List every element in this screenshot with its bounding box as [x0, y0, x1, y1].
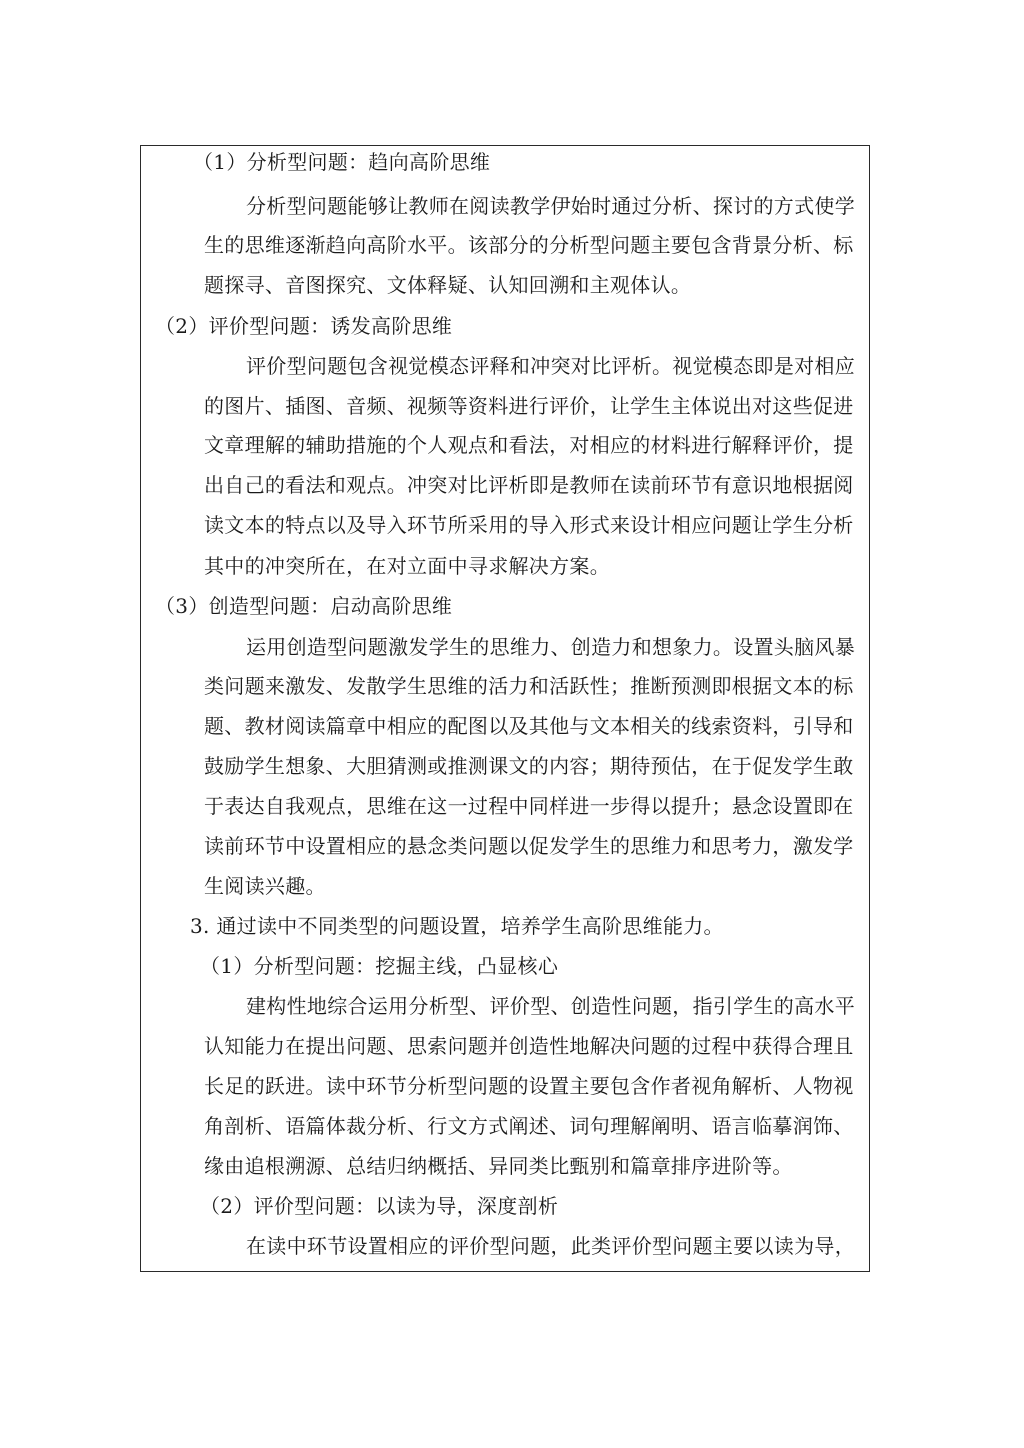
subheading-analysis-question: （1）分析型问题：趋向高阶思维 — [193, 150, 491, 174]
paragraph-line: 长足的跃进。读中环节分析型问题的设置主要包含作者视角解析、人物视 — [204, 1074, 854, 1098]
subheading-evaluation-question: （2）评价型问题：以读为导，深度剖析 — [200, 1194, 559, 1218]
paragraph-line: 建构性地综合运用分析型、评价型、创造性问题，指引学生的高水平 — [246, 994, 855, 1018]
subheading-evaluation-question: （2）评价型问题：诱发高阶思维 — [155, 314, 453, 338]
paragraph-line: 缘由追根溯源、总结归纳概括、异同类比甄别和篇章排序进阶等。 — [204, 1154, 793, 1178]
paragraph-line: 在读中环节设置相应的评价型问题，此类评价型问题主要以读为导， — [246, 1234, 855, 1258]
paragraph-line: 评价型问题包含视觉模态评释和冲突对比评析。视觉模态即是对相应 — [246, 354, 855, 378]
paragraph-line: 读文本的特点以及导入环节所采用的导入形式来设计相应问题让学生分析 — [204, 513, 854, 537]
paragraph-line: 题、教材阅读篇章中相应的配图以及其他与文本相关的线索资料，引导和 — [204, 714, 854, 738]
paragraph-line: 读前环节中设置相应的悬念类问题以促发学生的思维力和思考力，激发学 — [204, 834, 854, 858]
paragraph-line: 的图片、插图、音频、视频等资料进行评价，让学生主体说出对这些促进 — [204, 394, 854, 418]
paragraph-line: 生的思维逐渐趋向高阶水平。该部分的分析型问题主要包含背景分析、标 — [204, 233, 854, 257]
subheading-creative-question: （3）创造型问题：启动高阶思维 — [155, 594, 453, 618]
subheading-analysis-question: （1）分析型问题：挖掘主线，凸显核心 — [200, 954, 559, 978]
paragraph-line: 认知能力在提出问题、思索问题并创造性地解决问题的过程中获得合理且 — [204, 1034, 854, 1058]
paragraph-line: 分析型问题能够让教师在阅读教学伊始时通过分析、探讨的方式使学 — [246, 194, 855, 218]
paragraph-line: 其中的冲突所在，在对立面中寻求解决方案。 — [204, 554, 610, 578]
paragraph-line: 于表达自我观点，思维在这一过程中同样进一步得以提升；悬念设置即在 — [204, 794, 854, 818]
paragraph-line: 生阅读兴趣。 — [204, 874, 326, 898]
paragraph-line: 题探寻、音图探究、文体释疑、认知回溯和主观体认。 — [204, 273, 692, 297]
paragraph-line: 类问题来激发、发散学生思维的活力和活跃性；推断预测即根据文本的标 — [204, 674, 854, 698]
paragraph-line: 鼓励学生想象、大胆猜测或推测课文的内容；期待预估，在于促发学生敢 — [204, 754, 854, 778]
paragraph-line: 文章理解的辅助措施的个人观点和看法，对相应的材料进行解释评价，提 — [204, 433, 854, 457]
paragraph-line: 出自己的看法和观点。冲突对比评析即是教师在读前环节有意识地根据阅 — [204, 473, 854, 497]
section-heading-3: 3. 通过读中不同类型的问题设置，培养学生高阶思维能力。 — [190, 914, 724, 938]
paragraph-line: 运用创造型问题激发学生的思维力、创造力和想象力。设置头脑风暴 — [246, 635, 855, 659]
paragraph-line: 角剖析、语篇体裁分析、行文方式阐述、词句理解阐明、语言临摹润饰、 — [204, 1114, 854, 1138]
